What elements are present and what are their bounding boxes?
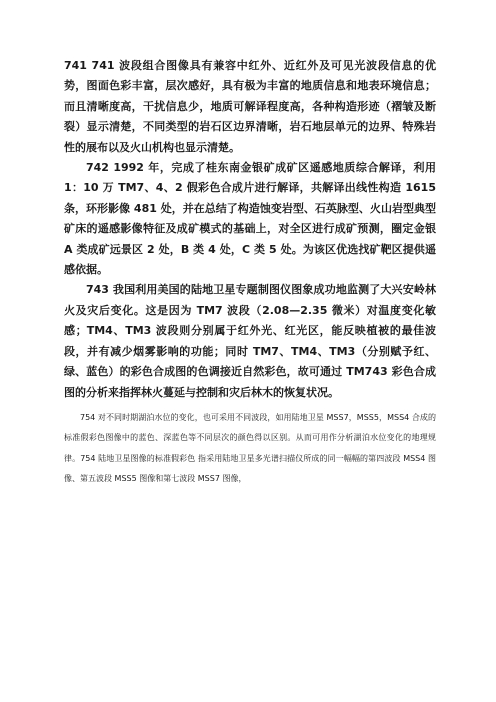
paragraph-742: 742 1992 年，完成了桂东南金银矿成矿区遥感地质综合解译，利用 1：10 万 TM7、4、2 假彩色合成片进行解译，共解译出线性构造 1615 条，环形影像 481 处，并在总结了构造蚀变岩型、石英脉型、火山岩型典型矿床的遥感影像特征及成矿模式的基础上，对全区进行成矿预测，圈定金银 A 类成矿远景区 2 处，B 类 4 处，C 类 5 处。为该区优选找矿靶区提供遥感依据。 — [64, 161, 436, 277]
paragraph-754: 754 对不同时期湖泊水位的变化，也可采用不同波段，如用陆地卫星 MSS7，MSS5，MSS4 合成的标准假彩色图像中的蓝色、深蓝色等不同层次的颜色得以区别。从而可用作分析湖泊水位变化的地理规律。754 陆地卫星图像的标准假彩色 指采用陆地卫星多光谱扫描仪所成的同一幅幅的第四波段 MSS4 图像、第五波段 MSS5 图像和第七波段 MSS7 图像， — [64, 412, 436, 484]
paragraph-743: 743 我国利用美国的陆地卫星专题制图仪图象成功地监测了大兴安岭林火及灾后变化。这是因为 TM7 波段（2.08—2.35 微米）对温度变化敏感；TM4、TM3 波段则分别属于红外光、红光区，能反映植被的最佳波段，并有减少烟雾影响的功能；同时 TM7、TM4、TM3（分别赋予红、绿、蓝色）的彩色合成图的色调接近自然彩色，故可通过 TM743 彩色合成图的分析来指挥林火蔓延与控制和灾后林木的恢复状况。 — [64, 283, 436, 399]
document-page — [64, 56, 436, 490]
paragraph-741: 741 741 波段组合图像具有兼容中红外、近红外及可见光波段信息的优势，图面色彩丰富，层次感好，具有极为丰富的地质信息和地表环境信息；而且清晰度高，干扰信息少，地质可解译程度高，各种构造形迹（褶皱及断裂）显示清楚，不同类型的岩石区边界清晰，岩石地层单元的边界、特殊岩性的展布以及火山机构也显示清楚。 — [64, 59, 436, 154]
